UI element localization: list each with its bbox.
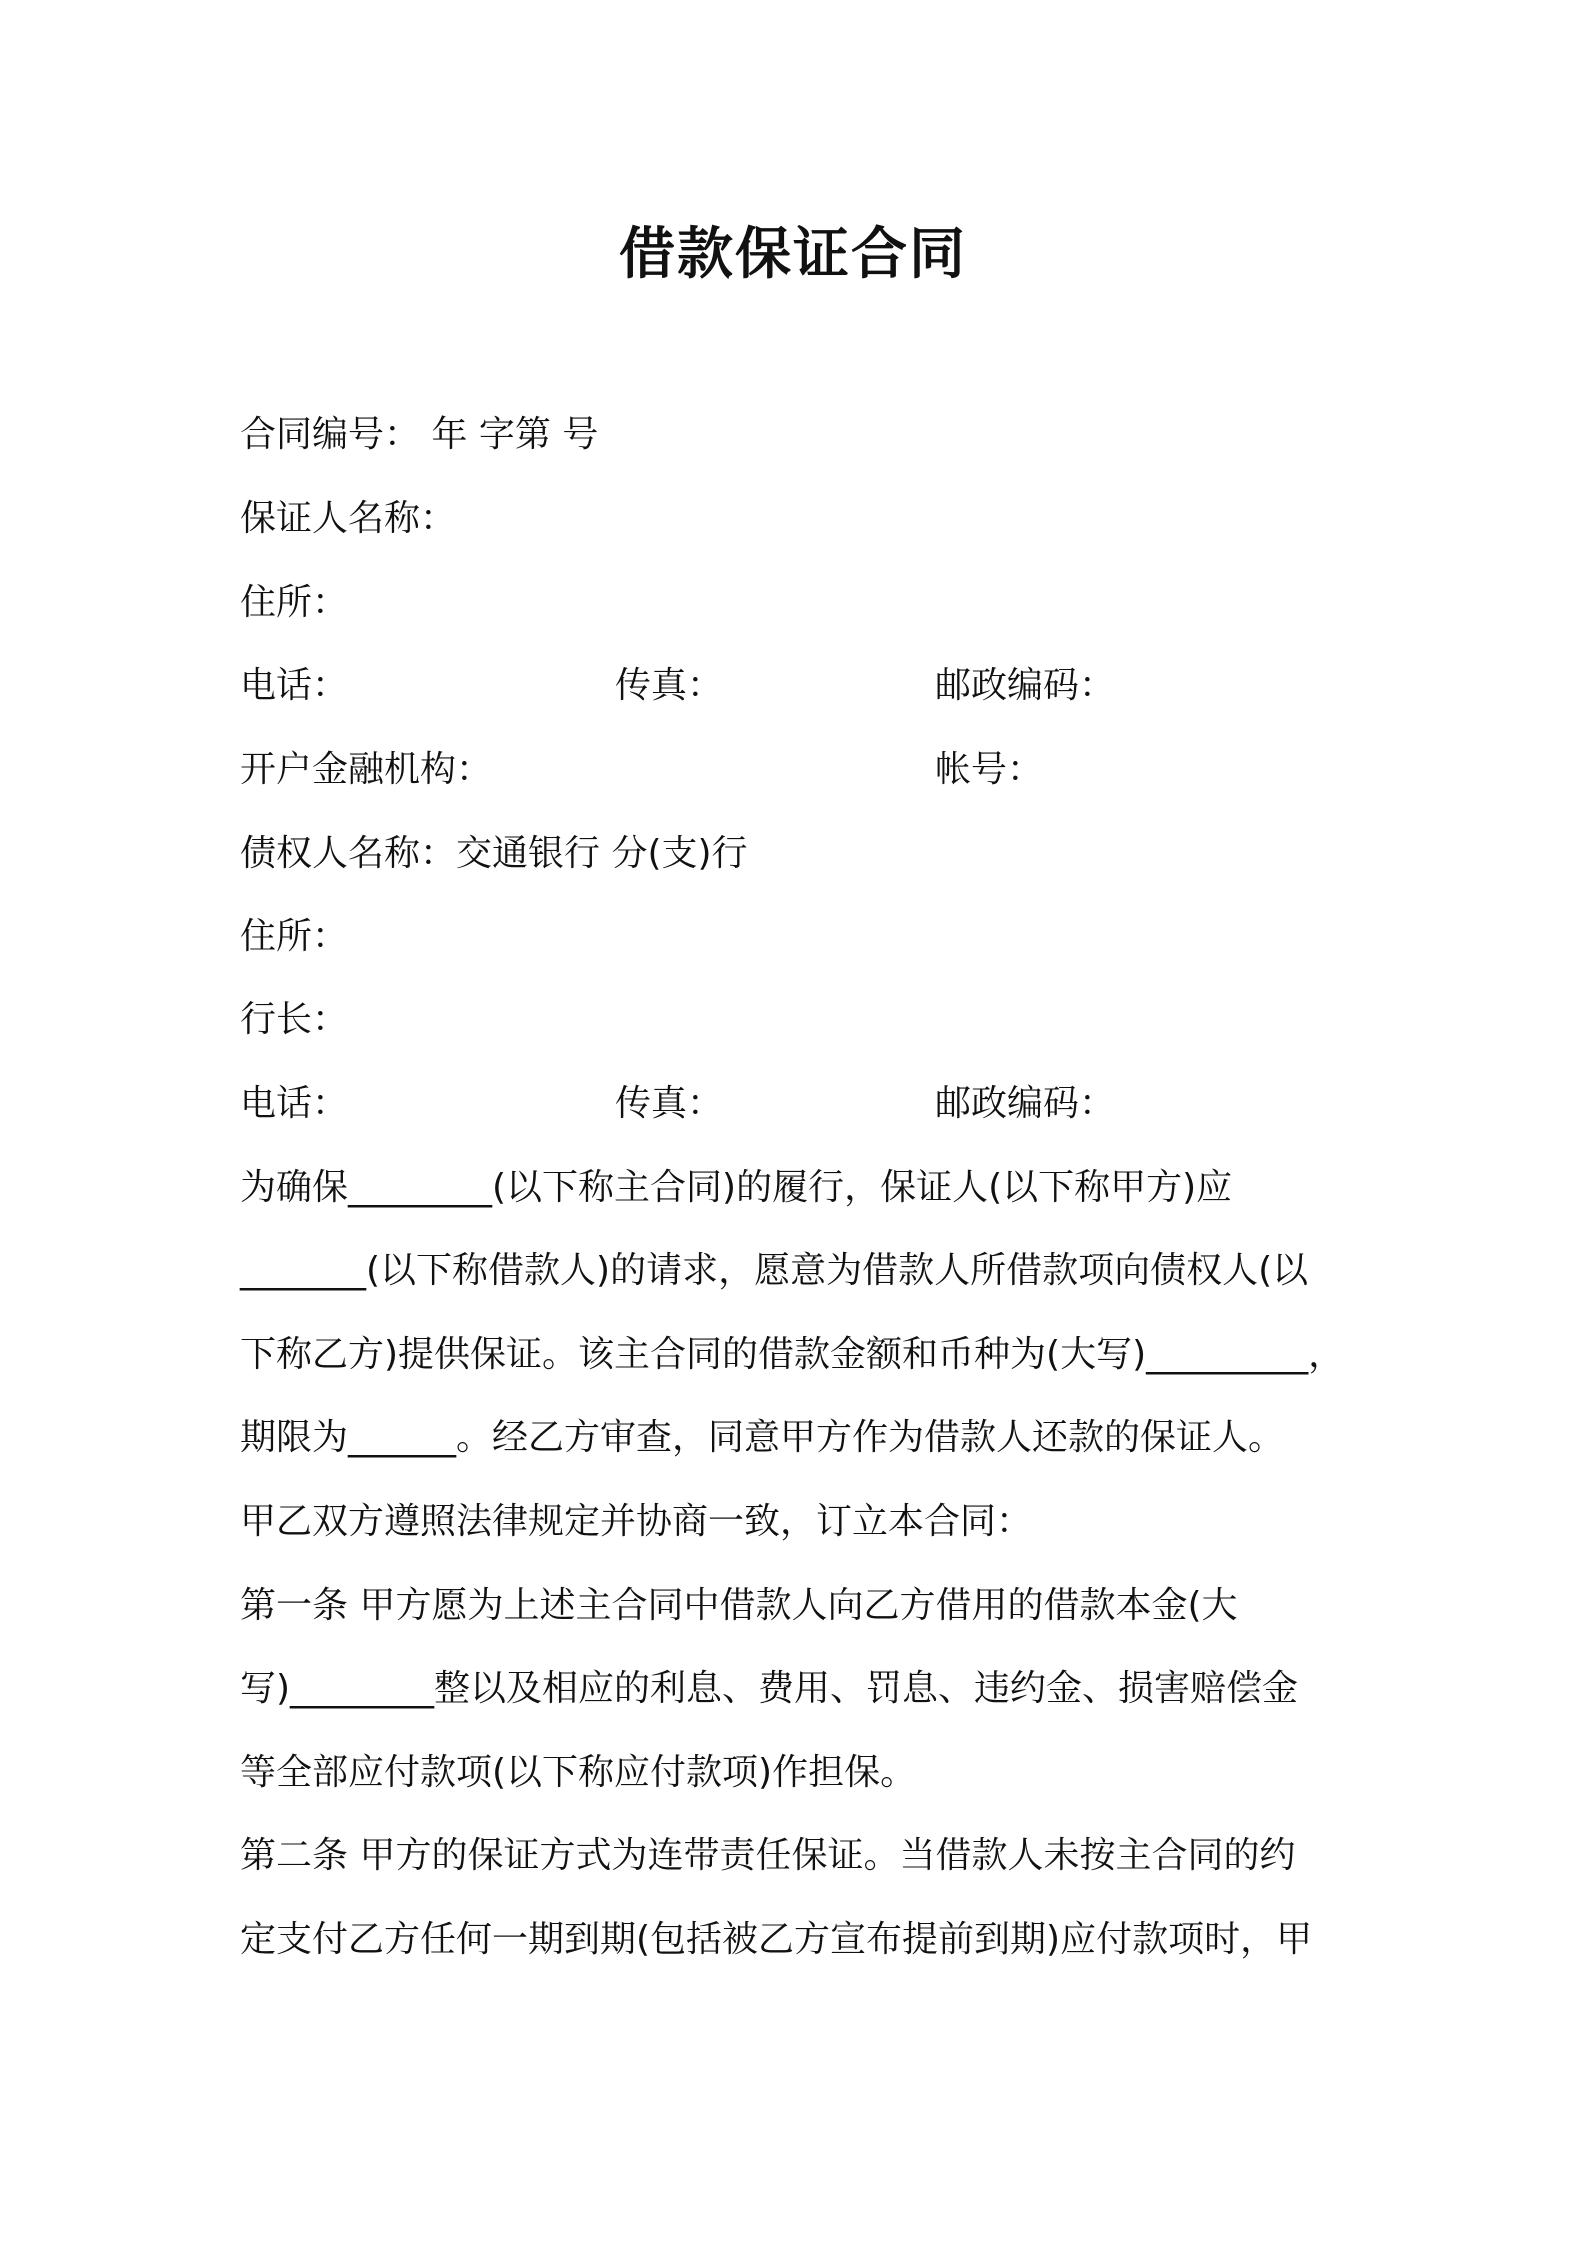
article-1-line-2: 写)________整以及相应的利息、费用、罚息、违约金、损害赔偿金 <box>240 1668 1299 1709</box>
contract-number: 合同编号： 年 字第 号 <box>240 414 599 455</box>
creditor-postcode-field: 邮政编码： <box>935 1083 1116 1124</box>
guarantor-fax-field: 传真： <box>615 665 724 706</box>
creditor-phone-field: 电话： <box>240 1083 349 1124</box>
article-1-line-3: 等全部应付款项(以下称应付款项)作担保。 <box>240 1752 917 1793</box>
article-2-line-2: 定支付乙方任何一期到期(包括被乙方宣布提前到期)应付款项时，甲 <box>240 1919 1313 1960</box>
creditor-head-field: 行长： <box>240 999 349 1040</box>
guarantor-bank-field: 开户金融机构： <box>240 749 493 790</box>
article-2-line-1: 第二条 甲方的保证方式为连带责任保证。当借款人未按主合同的约 <box>240 1835 1296 1876</box>
preamble-line-3: 下称乙方)提供保证。该主合同的借款金额和币种为(大写)_________， <box>240 1334 1345 1375</box>
guarantor-account-field: 帐号： <box>935 749 1044 790</box>
guarantor-name-field: 保证人名称： <box>240 498 457 539</box>
preamble-line-2: _______(以下称借款人)的请求，愿意为借款人所借款项向债权人(以 <box>240 1250 1309 1291</box>
guarantor-postcode-field: 邮政编码： <box>935 665 1116 706</box>
creditor-fax-field: 传真： <box>615 1083 724 1124</box>
preamble-line-1: 为确保________(以下称主合同)的履行，保证人(以下称甲方)应 <box>240 1167 1233 1208</box>
guarantor-address-field: 住所： <box>240 582 349 623</box>
creditor-name-field: 债权人名称：交通银行 分(支)行 <box>240 833 748 874</box>
agreement-statement: 甲乙双方遵照法律规定并协商一致，订立本合同： <box>240 1501 1033 1542</box>
preamble-line-4: 期限为______。经乙方审查，同意甲方作为借款人还款的保证人。 <box>240 1417 1285 1458</box>
creditor-address-field: 住所： <box>240 916 349 957</box>
document-title: 借款保证合同 <box>619 222 967 287</box>
guarantor-phone-field: 电话： <box>240 665 349 706</box>
article-1-line-1: 第一条 甲方愿为上述主合同中借款人向乙方借用的借款本金(大 <box>240 1585 1238 1626</box>
